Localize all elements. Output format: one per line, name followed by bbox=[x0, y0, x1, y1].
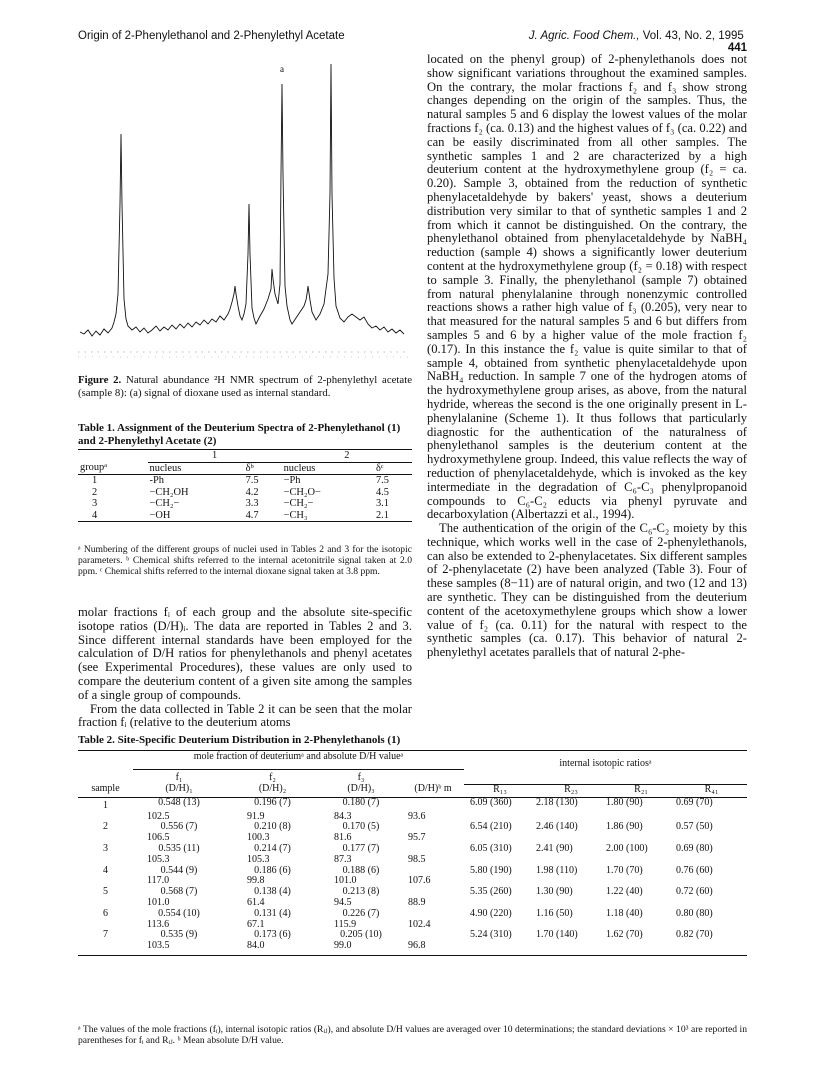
table2-col-header: f₂ bbox=[269, 772, 276, 784]
running-header-journal bbox=[522, 30, 747, 54]
table2-cell-dh1: 113.6 bbox=[147, 918, 170, 930]
table2-cell-dh3: 87.3 bbox=[334, 853, 352, 865]
table1-cell: −CH₂OH bbox=[149, 486, 189, 498]
table2-cell-f3: 0.213 (8) bbox=[342, 886, 380, 898]
right-column-text bbox=[427, 53, 747, 660]
table2-group-header-right: internal isotopic ratiosᵃ bbox=[559, 758, 652, 769]
table2-cell-dh3: 99.0 bbox=[334, 940, 352, 952]
table2-cell-r23: 2.41 (90) bbox=[536, 843, 573, 855]
table2-cell-r41: 0.57 (50) bbox=[676, 821, 713, 833]
figure-caption-text: Natural abundance ²H NMR spectrum of 2-phenylethyl acetate (sample 8): (a) signal of dioxane used as internal standard. bbox=[78, 374, 413, 399]
table2-cell-f2: 0.196 (7) bbox=[254, 796, 291, 808]
table2-cell-sample: 5 bbox=[103, 886, 108, 898]
table2-cell-r21: 1.80 (90) bbox=[606, 796, 643, 808]
table1-cell: 3.1 bbox=[375, 498, 389, 509]
table2-group-header-left: mole fraction of deuteriumᵃ and absolute D/H valueᵃ bbox=[133, 751, 464, 770]
table2-cell-f3: 0.177 (7) bbox=[342, 843, 380, 855]
table2-row bbox=[78, 797, 747, 811]
table2-cell-dh1: 103.5 bbox=[147, 940, 170, 952]
table1-row bbox=[78, 498, 412, 510]
table1-cell: −CH₃ bbox=[283, 509, 308, 521]
table2-cell-f1: 0.548 (13) bbox=[158, 796, 200, 808]
table2-cell-dh1: 102.5 bbox=[147, 810, 170, 822]
table2-cell-empty bbox=[464, 941, 747, 955]
peak-label-a: a bbox=[280, 64, 284, 74]
table2-cell-r41: 0.72 (60) bbox=[676, 886, 713, 898]
table2-cell-dh1: 105.3 bbox=[147, 853, 170, 865]
table2-row-abs bbox=[78, 941, 747, 955]
nmr-spectrum-figure bbox=[78, 54, 408, 369]
table2-col-header: R₂₁ bbox=[634, 783, 648, 795]
table1-row bbox=[78, 487, 412, 499]
table2-cell-dh1: 101.0 bbox=[147, 897, 170, 909]
table2-cell-r13: 5.35 (260) bbox=[470, 886, 512, 898]
table2-title: Table 2. Site-Specific Deuterium Distribution in 2-Phenylethanols (1) bbox=[78, 734, 401, 746]
table2-cell-r21: 1.70 (70) bbox=[606, 864, 643, 876]
table2-cell-f1: 0.535 (9) bbox=[160, 929, 198, 941]
table2-cell-r21: 1.22 (40) bbox=[606, 886, 643, 898]
table2-col-header: f₃ bbox=[357, 772, 365, 784]
table1-col-header: δᶜ bbox=[375, 462, 384, 474]
table2-cell-r13: 5.80 (190) bbox=[470, 864, 512, 876]
table1-cell: 3 bbox=[92, 498, 98, 509]
table2-cell-f2: 0.186 (6) bbox=[254, 864, 291, 876]
table2-cell-r23: 2.18 (130) bbox=[536, 796, 578, 808]
table2-cell-dh2: 105.3 bbox=[247, 853, 270, 865]
table2-cell-dhm: 102.4 bbox=[408, 918, 431, 930]
table2 bbox=[78, 750, 747, 956]
table1-cell: −Ph bbox=[283, 475, 301, 486]
table1-col-header: groupᵃ bbox=[80, 462, 108, 474]
table2-col-header: (D/H)₁ bbox=[165, 783, 193, 795]
table2-cell-dhm: 96.8 bbox=[408, 940, 426, 952]
table2-cell-f1: 0.535 (11) bbox=[158, 843, 200, 855]
table1-row bbox=[78, 475, 412, 487]
table2-cell-dh2: 67.1 bbox=[247, 918, 265, 930]
figure-caption-label: Figure 2. bbox=[78, 374, 122, 386]
table2-cell-f2: 0.138 (4) bbox=[254, 886, 291, 898]
table2-col-header: R₂₃ bbox=[564, 783, 578, 795]
table2-cell-dh2: 61.4 bbox=[247, 897, 265, 909]
table2-cell-dh3: 115.9 bbox=[334, 918, 357, 930]
table2-cell-sample: 6 bbox=[103, 907, 108, 919]
table2-cell-r41: 0.80 (80) bbox=[676, 907, 713, 919]
table2-cell-r41: 0.82 (70) bbox=[676, 929, 713, 941]
table1-col-header: nucleus bbox=[283, 462, 316, 474]
table1-cell: −CH₂− bbox=[283, 498, 314, 509]
table2-col-header: (D/H)₃ bbox=[347, 783, 375, 795]
table2-cell-f3: 0.180 (7) bbox=[342, 796, 380, 808]
body-paragraph: located on the phenyl group) of 2-phenylethanols does not show significant variations throughout the examined samples. On the contrary, the molar fractions f₂ and f₃ show strong changes depending on the origin of the samples. Thus, the natural samples 5 and 6 display the lowest values of the molar fractions f₂ (ca. 0.13) and the highest values of f₃ (ca. 0.22) and can be easily discriminated from all other samples. The synthetic samples 1 and 2 are characterized by a high deuterium content at the hydroxymethylene group (f₂ = ca. 0.20). Sample 3, obtained from the reduction of synthetic phenylacetaldehyde by bakers' yeast, shows a deuterium distribution very similar to that of synthetic samples 1 and 2 from which it cannot be distinguished. On the contrary, the phenylethanol obtained from phenylacetaldehyde by NaBH₄ reduction (sample 4) shows a significantly lower deuterium content at the hydroxymethylene group (f₂ = 0.18) with respect to sample 3. Finally, the phenylethanol (sample 7) obtained from natural phenylalanine through nonenzymic controlled reactions shows a rather high value of f₃ (0.205), very near to that measured for the natural samples 5 and 6 but differs from samples 5 and 6 by a higher value of the mole fraction f₂ (0.17). In this instance the f₂ value is quite similar to that of sample 4, obtained from synthetic phenylacetaldehyde upon NaBH₄ reduction. In sample 7 one of the hydrogen atoms of the hydroxymethylene group arises, as above, from the natural hydride, whereas the second is the one originally present in L-phenylalanine (Scheme 1). It thus follows that particularly diagnostic for the authentication of the naturalness of phenylethanol samples is the deuterium content at the hydroxymethylene group. Indeed, this value reflects the way of reduction of phenylacetaldehyde, which is invoked as the key intermediate in the degradation of C₆-C₃ phenylpropanoid compounds to C₆-C₂ educts via phenyl pyruvate and decarboxylation (Albertazzi et al., 1994). bbox=[427, 52, 747, 522]
table2-col-header: (D/H)₂ bbox=[258, 783, 287, 795]
table2-cell-dh1: 106.5 bbox=[147, 832, 170, 844]
table2-cell-dh2: 91.9 bbox=[247, 810, 265, 822]
journal-name: J. Agric. Food Chem., bbox=[528, 30, 640, 42]
table2-body bbox=[78, 797, 747, 955]
table1-col-header: δᵇ bbox=[245, 462, 254, 474]
journal-volume: Vol. 43, No. 2, 1995 bbox=[642, 30, 744, 42]
table2-cell-r21: 1.86 (90) bbox=[606, 821, 643, 833]
table1 bbox=[78, 449, 412, 522]
nmr-spectrum-plot bbox=[78, 54, 408, 369]
page-number: 441 bbox=[727, 42, 747, 54]
table1-cell: 2.1 bbox=[375, 509, 389, 521]
table2-col-header: f₁ bbox=[175, 772, 183, 784]
left-column-text bbox=[78, 606, 412, 730]
table1-cell: 1 bbox=[92, 475, 98, 486]
table2-cell-f1: 0.554 (10) bbox=[158, 907, 200, 919]
table2-cell-dh3: 84.3 bbox=[334, 810, 352, 822]
table2-cell-f2: 0.173 (6) bbox=[254, 929, 291, 941]
table2-col-header: sample bbox=[91, 783, 120, 795]
table2-cell-r13: 6.09 (360) bbox=[470, 796, 512, 808]
table1-title: Table 1. Assignment of the Deuterium Spectra of 2-Phenylethanol (1) and 2-Phenylethyl Acetate (2) bbox=[78, 422, 401, 447]
table2-cell-dhm: 88.9 bbox=[408, 897, 426, 909]
table2-cell-sample: 4 bbox=[103, 864, 108, 876]
table2-cell-dhm: 95.7 bbox=[408, 832, 426, 844]
table2-cell-r23: 1.30 (90) bbox=[536, 886, 573, 898]
table2-cell-dh2: 84.0 bbox=[247, 940, 265, 952]
table1-cell: 4.2 bbox=[245, 486, 259, 498]
table1-cell: −OH bbox=[149, 509, 171, 521]
table2-cell-dh3: 81.6 bbox=[334, 832, 352, 844]
table1-cell: 3.3 bbox=[245, 498, 259, 509]
table2-cell-r23: 1.16 (50) bbox=[536, 907, 573, 919]
table2-cell-dhm: 93.6 bbox=[408, 810, 426, 822]
table2-cell-r23: 2.46 (140) bbox=[536, 821, 578, 833]
table2-cell-sample: 3 bbox=[103, 843, 108, 855]
table1-cell: −CH₂O− bbox=[283, 486, 321, 498]
spectrum-trace bbox=[80, 64, 404, 336]
table2-cell-r41: 0.69 (80) bbox=[676, 843, 713, 855]
table2-cell-empty bbox=[402, 797, 464, 811]
table2-cell-dhm: 98.5 bbox=[408, 853, 426, 865]
table2-cell-r13: 6.54 (210) bbox=[470, 821, 512, 833]
table1-cell: 2 bbox=[92, 486, 98, 498]
table2-cell-f2: 0.131 (4) bbox=[254, 907, 291, 919]
table2-cell-r21: 1.18 (40) bbox=[606, 907, 643, 919]
table1-row bbox=[78, 510, 412, 522]
table1-cell: -Ph bbox=[149, 475, 164, 486]
table2-cell-sample: 1 bbox=[103, 799, 108, 811]
table2-footnote: ᵃ The values of the mole fractions (fᵢ), internal isotopic ratios (Rᵢⱼ), and absolute D/H values are averaged over 10 determinations; the standard deviations × 10³ are reported in parentheses for fᵢ and Rᵢⱼ. ᵇ Mean absolute D/H value. bbox=[78, 1024, 747, 1046]
table2-cell-sample: 7 bbox=[103, 929, 108, 941]
table2-cell-f2: 0.210 (8) bbox=[254, 821, 291, 833]
figure-caption bbox=[78, 374, 412, 399]
table2-cell-f1: 0.556 (7) bbox=[160, 821, 198, 833]
table1-cell: −CH₂− bbox=[149, 498, 180, 509]
table2-cell-r13: 4.90 (220) bbox=[470, 907, 512, 919]
table2-cell-f1: 0.544 (9) bbox=[160, 864, 198, 876]
table2-cell-f1: 0.568 (7) bbox=[160, 886, 198, 898]
table2-cell-dh1: 117.0 bbox=[147, 875, 170, 887]
table1-col-header: nucleus bbox=[149, 462, 182, 474]
table1-footnote: ᵃ Numbering of the different groups of nuclei used in Tables 2 and 3 for the isotopic parameters. ᵇ Chemical shifts referred to the internal acetonitrile signal taken at 2.0 ppm. ᶜ Chemical shifts referred to the internal dioxane signal taken at 3.8 ppm. bbox=[78, 544, 412, 577]
body-paragraph: molar fractions fᵢ of each group and the absolute site-specific isotope ratios (D/H)ᵢ. The data are reported in Tables 2 and 3. Since different internal standards have been employed for the calculation of D/H ratios for phenylethanols and phenyl acetates (see Experimental Procedures), these values are only used to compare the deuterium content of a given site among the samples of a single group of compounds. bbox=[78, 605, 412, 702]
table2-cell-dh3: 101.0 bbox=[334, 875, 357, 887]
table2-cell-r13: 5.24 (310) bbox=[470, 929, 512, 941]
body-paragraph: The authentication of the origin of the C₆-C₂ moiety by this technique, which works well in the case of 2-phenylethanols, can also be extended to 2-phenylacetates. Six different samples of 2-phenylacetate (2) have been analyzed (Table 3). Four of these samples (8−11) are of natural origin, and two (12 and 13) are synthetic. They can be distinguished from the deuterium content of the acetoxymethylene groups which show a lower value of f₂ (ca. 0.11) for the natural with respect to the synthetic samples (ca. 0.17). This behavior of natural 2-phenylethyl acetates parallels that of natural 2-phe- bbox=[427, 521, 747, 660]
table1-cell: 4 bbox=[92, 509, 98, 521]
table2-cell-dhm: 107.6 bbox=[408, 875, 431, 887]
table2-cell-r23: 1.70 (140) bbox=[536, 929, 578, 941]
table2-cell-r21: 1.62 (70) bbox=[606, 929, 643, 941]
table1-cell: 4.5 bbox=[375, 486, 389, 498]
body-paragraph: From the data collected in Table 2 it can be seen that the molar fraction fᵢ (relative to the deuterium atoms bbox=[78, 701, 412, 730]
table1-cell: 7.5 bbox=[245, 475, 259, 486]
table2-cell-r21: 2.00 (100) bbox=[606, 843, 648, 855]
table2-cell-f3: 0.188 (6) bbox=[342, 864, 380, 876]
table2-cell-f3: 0.226 (7) bbox=[342, 907, 380, 919]
table2-col-header: (D/H)ᵇ m bbox=[414, 783, 452, 795]
table2-cell-r41: 0.69 (70) bbox=[676, 796, 713, 808]
table2-col-header: R₄₁ bbox=[704, 783, 719, 795]
table2-cell-r13: 6.05 (310) bbox=[470, 843, 512, 855]
table1-group-header-1: 1 bbox=[148, 450, 282, 463]
table2-cell-f3: 0.170 (5) bbox=[342, 821, 380, 833]
table1-cell: 7.5 bbox=[375, 475, 389, 486]
table2-cell-dh2: 99.8 bbox=[247, 875, 265, 887]
table2-cell-empty bbox=[78, 941, 133, 955]
table2-col-header: R₁₃ bbox=[493, 783, 507, 795]
table2-cell-r41: 0.76 (60) bbox=[676, 864, 713, 876]
running-header-title: Origin of 2-Phenylethanol and 2-Phenylethyl Acetate bbox=[78, 30, 345, 42]
table2-cell-dh2: 100.3 bbox=[247, 832, 270, 844]
table1-group-header-2: 2 bbox=[282, 450, 412, 463]
table2-cell-sample: 2 bbox=[103, 821, 108, 833]
table1-cell: 4.7 bbox=[245, 509, 259, 521]
table2-cell-f3: 0.205 (10) bbox=[340, 929, 382, 941]
table2-cell-f2: 0.214 (7) bbox=[254, 843, 291, 855]
table2-cell-r23: 1.98 (110) bbox=[536, 864, 578, 876]
table2-cell-dh3: 94.5 bbox=[334, 897, 352, 909]
